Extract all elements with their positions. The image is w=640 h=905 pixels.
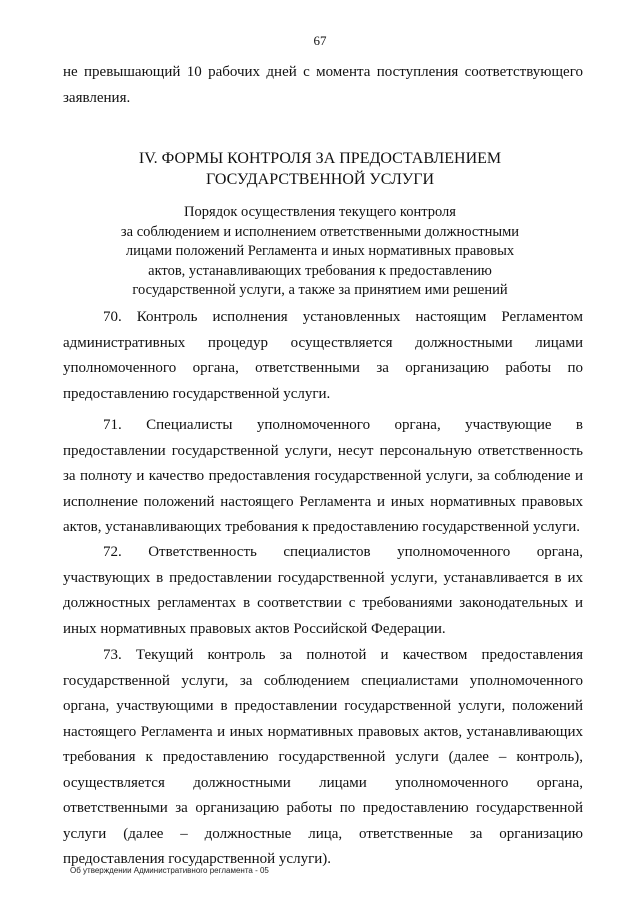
subsection-title-line-3: лицами положений Регламента и иных нормативных правовых <box>125 243 515 259</box>
subsection-title-line-4: актов, устанавливающих требования к предоставлению <box>148 262 492 279</box>
paragraph-73: 73. Текущий контроль за полнотой и качеством предоставления государственной услуги, за соблюдением специалистами уполномоченного органа, участвующими в предоставлении государственной услуги, положений настоящего Регламента и иных нормативных правовых актов, устанавливающих требования к предоставлению государственной услуги (далее – контроль), осуществляется должностными лицами уполномоченного органа, ответственными за организацию работы по предоставлению государственной услуги (далее – должностные лица, ответственные за организацию предоставления государственной услуги). <box>63 647 583 867</box>
subsection-title-line-2: за соблюдением и исполнением ответственными должностными <box>120 223 520 240</box>
subsection-title-line-5: государственной услуги, а также за принятием ими решений <box>132 282 508 298</box>
footer-note: Об утверждении Административного регламента - 05 <box>70 866 269 875</box>
page-number: 67 <box>313 33 327 48</box>
section-title <box>0 148 640 190</box>
section-title-line-1: IV. ФОРМЫ КОНТРОЛЯ ЗА ПРЕДОСТАВЛЕНИЕМ <box>138 150 502 167</box>
paragraph-72: 72. Ответственность специалистов уполномоченного органа, участвующих в предоставлении государственной услуги, устанавливается в их должностных регламентах в соответствии с требованиями законодательных и иных нормативных правовых актов Российской Федерации. <box>63 544 583 637</box>
subsection-title-line-1: Порядок осуществления текущего контроля <box>184 204 456 220</box>
paragraph-70: 70. Контроль исполнения установленных настоящим Регламентом административных процедур осуществляется должностными лицами уполномоченного органа, ответственными за организацию работы по предоставлению государственной услуги. <box>63 309 583 402</box>
section-title-line-2: ГОСУДАРСТВЕННОЙ УСЛУГИ <box>205 171 435 188</box>
paragraph-71: 71. Специалисты уполномоченного органа, участвующие в предоставлении государственной услуги, несут персональную ответственность за полноту и качество предоставления государственной услуги, за соблюдение и исполнение положений настоящего Регламента и иных нормативных правовых актов, устанавливающих требования к предоставлению государственной услуги. <box>63 417 583 535</box>
intro-paragraph: не превышающий 10 рабочих дней с момента поступления соответствующего заявления. <box>63 64 583 106</box>
subsection-title <box>0 203 640 301</box>
